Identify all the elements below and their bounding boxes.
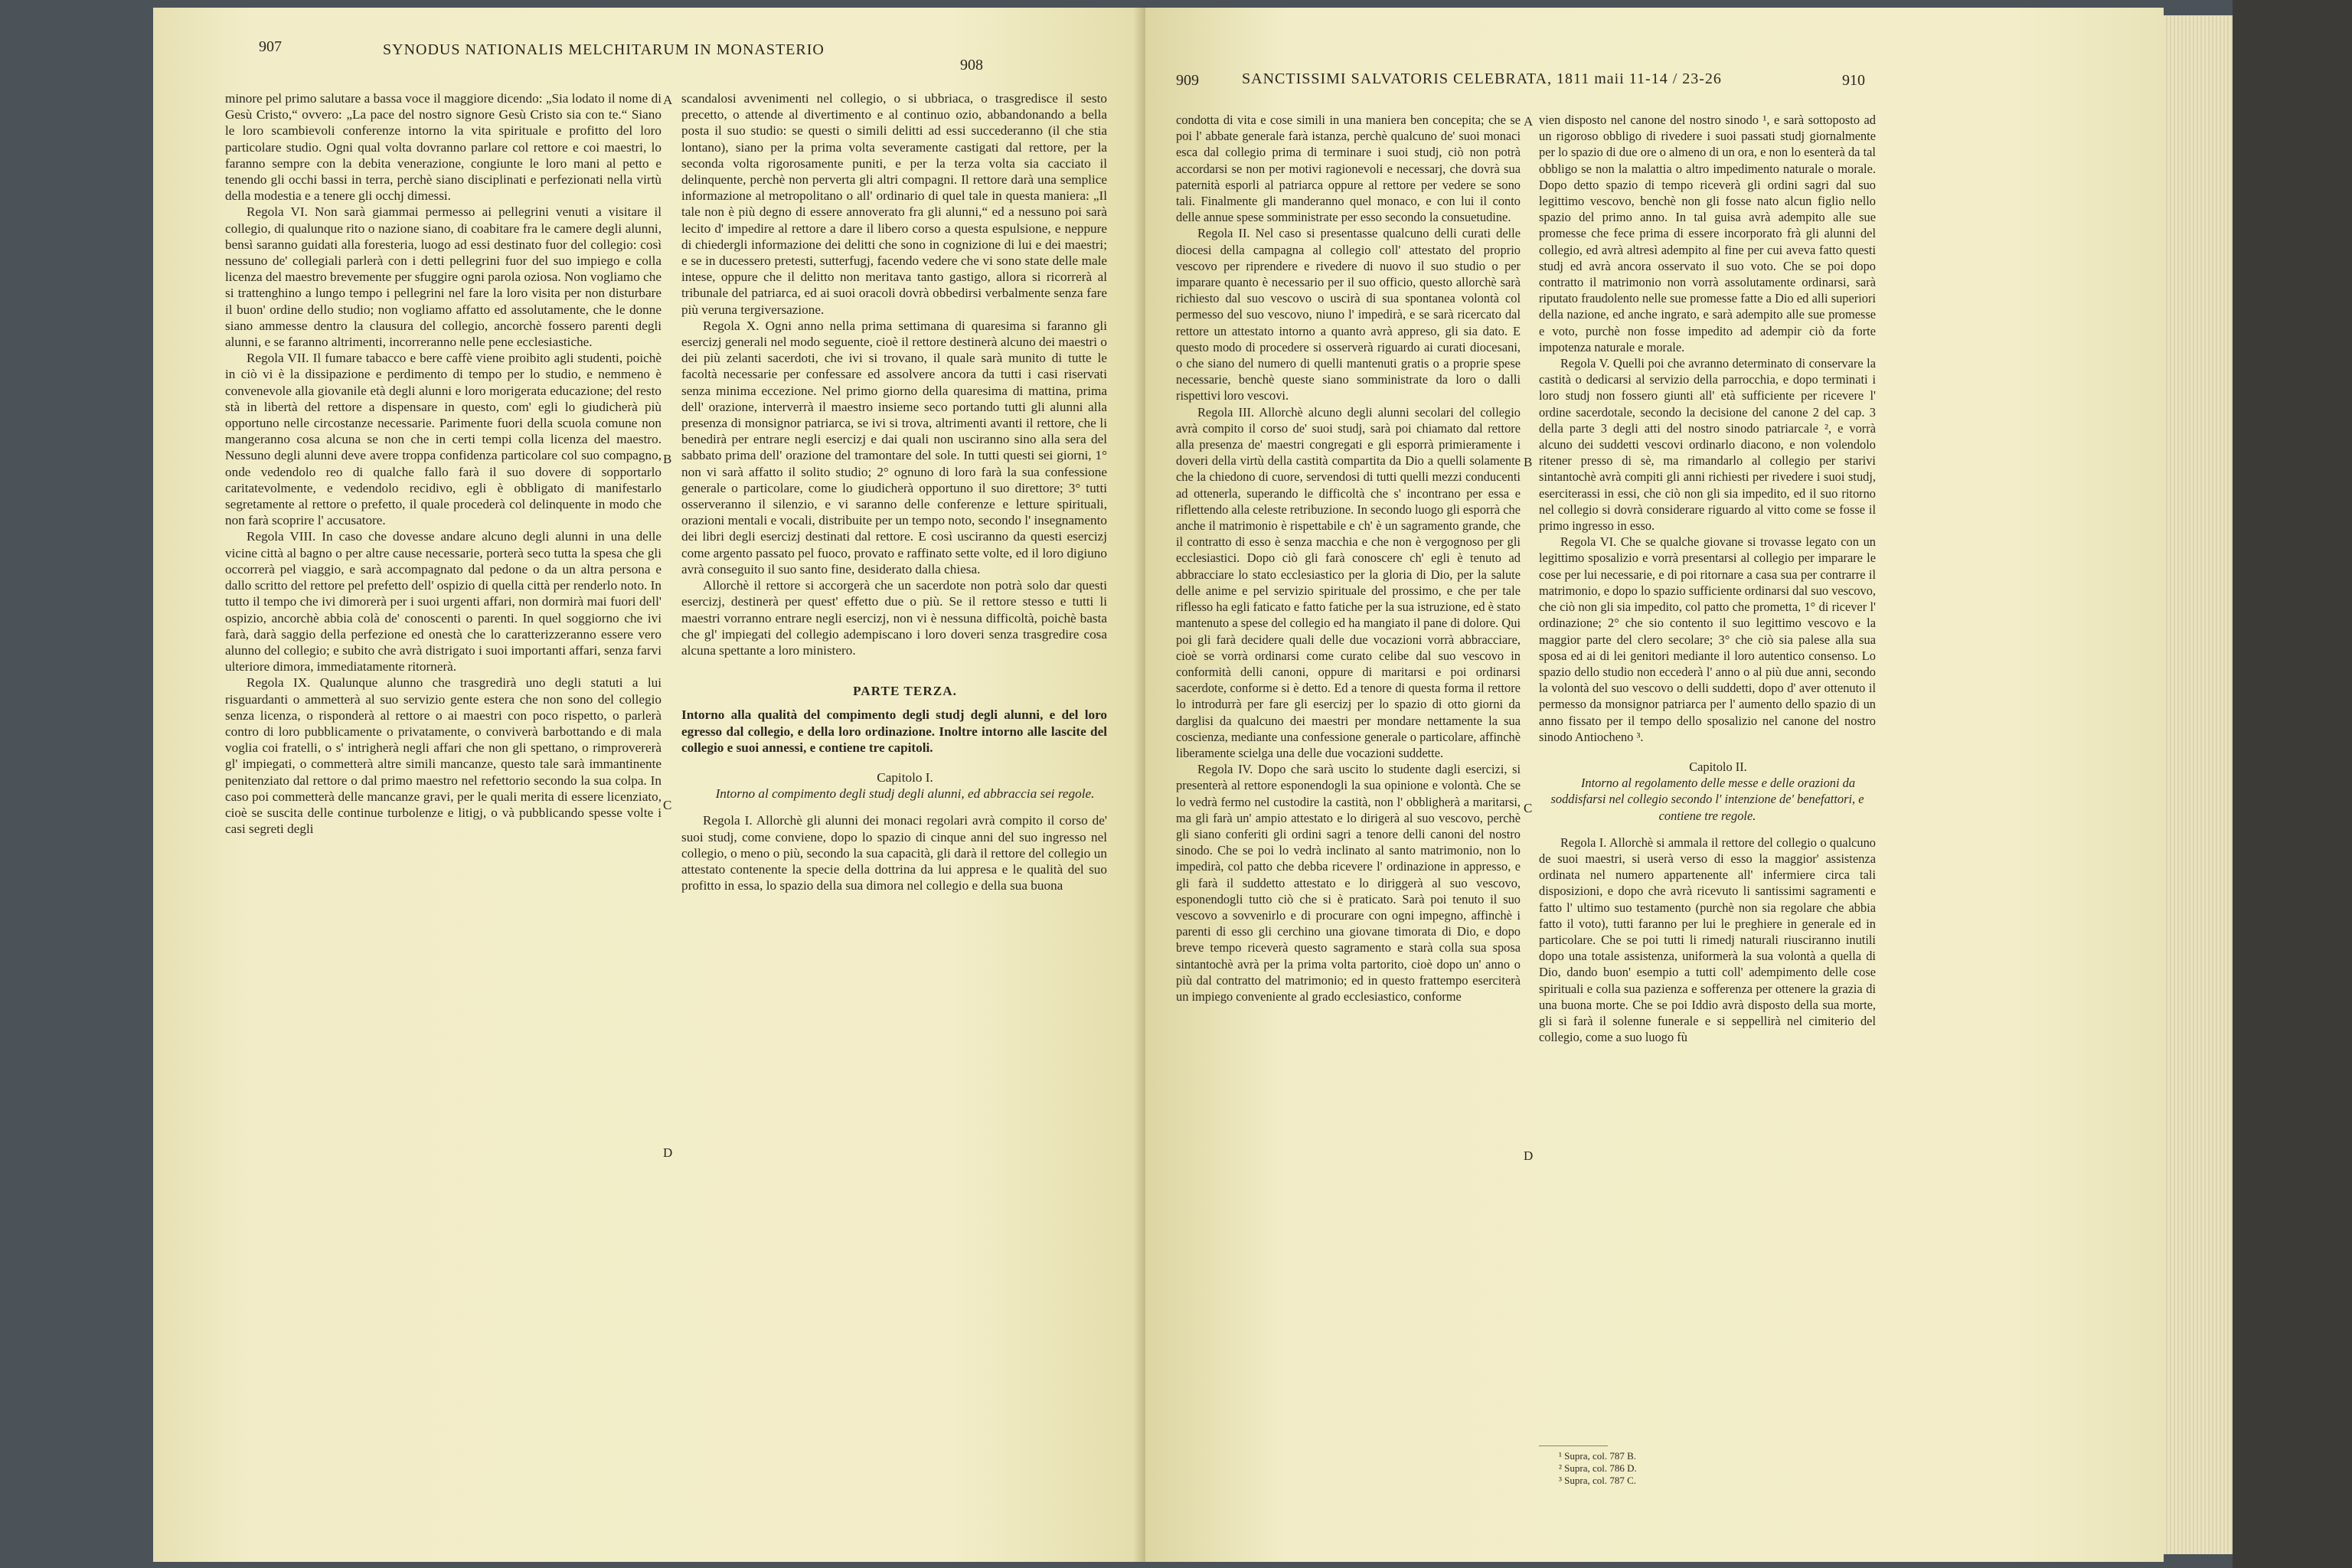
right-column-1	[1176, 112, 1521, 1004]
margin-letter-d: D	[1524, 1148, 1534, 1163]
footnote: ¹ Supra, col. 787 B.	[1559, 1450, 1637, 1462]
paragraph: Regola VI. Non sarà giammai permesso ai pellegrini venuti a visitare il collegio, di qualunque rito o nazione siano, di coabitare fra le camere degli alunni, bensì saranno guidati alla foresteria, luogo ad essi destinato fuor del collegio: così nessuno de' collegiali parlerà con i detti pellegrini fuor del suo impiego e colla licenza del maestro brevemente per sfuggire ogni parola oziosa. Non vogliamo che si trattenghino a lungo tempo i pellegrini nel fare la loro visita per non disturbare il buon' ordine dello studio; non vogliamo affatto ed assolutamente, che le donne siano ammesse dentro la clausura del collegio, ancorchè fossero parenti degli alunni, e se faranno altrimenti, incorreranno nelle pene ecclesiastiche.	[225, 204, 662, 350]
paragraph: minore pel primo salutare a bassa voce il maggiore dicendo: „Sia lodato il nome di Gesù Cristo,“ ovvero: „La pace del nostro signore Gesù Cristo sia con te.“ Siano le loro scambievoli conferenze intorno la vita spirituale e profitto del loro particolare studio. Ogni qual volta dovranno parlare col rettore e coi maestri, lo faranno sempre con la debita venerazione, congiunte le loro mani al petto e tenendo gli occhi bassi in terra, perchè siano disciplinati e perfezionati nella virtù della modestia e a tenere gli occhj dimessi.	[225, 91, 662, 204]
left-page	[153, 8, 1145, 1562]
page-number-908: 908	[960, 57, 983, 74]
part-title: PARTE TERZA.	[853, 684, 957, 699]
chapter-title: Capitolo I.	[877, 769, 933, 785]
paragraph: Regola II. Nel caso si presentasse qualcuno delli curati delle diocesi della campagna al collegio coll' attestato del proprio vescovo per riprendere e rivedere di nuovo il suo studio o per imparare quanto è necessario per il suo officio, questo allorchè sarà richiesto dal suo vescovo o uscirà di sua spontanea volontà col permesso del suo vescovo, niuno l' impedirà, e se sarà ricercato dal rettore un attestato intorno a quanto avrà appreso, gli sia dato. E questo modo di procedere si osserverà riguardo ai curati diocesani, o che siano del numero di quelli mantenuti gratis o a proprie spese necessarie, benchè queste siano somministrate da loro o dalli rispettivi loro vescovi.	[1176, 226, 1521, 403]
paragraph: Regola VII. Il fumare tabacco e bere caffè viene proibito agli studenti, poichè in ciò vi è la dissipazione e perdimento di tempo per lo studio, e nemmeno è convenevole alla giovanile età degli alunni e loro morigerata educazione; del resto stà in libertà del rettore a dispensare in questo, com' egli lo giudicherà più opportuno nelle circostanze necessarie. Parimente fuori della scuola comune non mangeranno cosa alcuna se non che in certi tempi colla licenza del maestro. Nessuno degli alunni deve avere troppa confidenza particolare col suo compagno, onde vedendolo reo di qualche fallo farà il suo dovere di sopportarlo caritatevolmente, e vedendolo recidivo, egli è obbligato di manifestarlo segretamente al rettore o prefetto, il quale procederà col delinquente in modo che non farà scoprire l' accusatore.	[225, 351, 662, 528]
paragraph: Regola I. Allorchè si ammala il rettore del collegio o qualcuno de suoi maestri, si userà verso di esso la maggior' assistenza ordinata nel numero appartenente all' infermiere circa tali disposizioni, e dopo che avrà ricevuto li santissimi sagramenti e fatto l' ultimo suo testamento (purchè non sia regolare che abbia fatto il voto), tutti faranno per lui le preghiere in generale ed in particolare. Che se poi tutti li rimedj naturali riusciranno inutili dopo una totale assistenza, uniformerà la sua volontà a quella di Dio, dando buon' esempio a tutti coll' adempimento delle cose spirituali e colla sua pazienza e sofferenza per ottenere la grazia di una buona morte. Che se poi Iddio avrà disposto della sua morte, gli si farà il solenne funerale e si seppellirà nel cimiterio del collegio, come a suo luogo fù	[1539, 835, 1876, 1045]
book-cover-edge	[2233, 0, 2352, 1568]
paragraph: scandalosi avvenimenti nel collegio, o si ubbriaca, o trasgredisce il sesto precetto, o attende al divertimento e al continuo ozio, abbandonando a bella posta il suo studio: se questi o simili delitti ad essi succederanno (il che stia lontano), siano per la prima volta severamente castigati dal rettore, per la seconda volta rigorosamente puniti, e per la terza volta sia cacciato il delinquente, perchè non perverta gli altri compagni. Il rettore darà una semplice informazione al metropolitano o all' ordinario di quel tale in questa maniera: „Il tale non è più degno di essere annoverato fra gli alunni,“ ed a nessuno poi sarà lecito d' impedire al rettore a dare il libero corso a questa espulsione, e neppure di chiedergli informazione dei delitti che sono in cognizione di lui e dei maestri; e se in ducessero pretesti, sutterfugj, facendo vedere che vi sono state delle male intese, oppure che il delitto non meritava tanto gastigo, allora si ricorrerà al tribunale del patriarca, ed ai suoi oracoli dovrà obbedirsi verbalmente senza fare più veruna tergiversazione.	[681, 91, 1107, 317]
right-column-2	[1539, 112, 1876, 1045]
paragraph: Regola X. Ogni anno nella prima settimana di quaresima si faranno gli esercizj generali nel modo seguente, cioè il rettore destinerà alcuno dei maestri o dei più zelanti sacerdoti, che ivi si trovano, il quale sarà munito di tutte le facoltà necessarie per confessare ed assolvere ancora da tutti i casi riservati senza minima eccezione. Nel primo giorno della quaresima di mattina, prima dell' orazione, interverrà il maestro insieme seco portando tutti gli alunni alla presenza di monsignor patriarca, se ivi si trova, altrimenti avanti il rettore, che li benedirà per entrare negli esercizj e dai quali non usciranno sino alla sera del sabbato prima dell' orazione del tramontare del sole. In tutti questi sei giorni, 1° non vi sarà affatto il solito studio; 2° ognuno di loro farà la sua confessione generale o particolare, come lo giudicherà opportuno il suo direttore; 3° tutti osserveranno il silenzio, e vi saranno delle conferenze e letture spirituali, orazioni mentali e vocali, distribuite per un tempo noto, secondo l' insegnamento dei libri degli esercizj destinati dal rettore. E così usciranno da questi esercizj come argento passato pel fuoco, provato e raffinato sette volte, ed il loro digiuno avrà conseguito il suo santo fine, desiderato dalla chiesa.	[681, 318, 1107, 577]
paragraph: Regola III. Allorchè alcuno degli alunni secolari del collegio avrà compito il corso de' suoi studj, sarà poi chiamato dal rettore alla presenza de' maestri congregati e gli esporrà primieramente i doveri della virtù della castità compartita da Dio a quelli solamente che la chiedono di cuore, servendosi di tutti quelli mezzi conducenti ad ottenerla, superando le difficoltà che s' incontrano per essa e riflettendo alla celeste retribuzione. In secondo luogo gli esporrà che anche il matrimonio è rispettabile e ch' è un sagramento grande, che il contratto di esso è senza macchia e che non è vergognoso per gli ecclesiastici. Dopo ciò gli farà conoscere ch' egli è tenuto ad abbracciare lo stato ecclesiastico per la gloria di Dio, per la salute delle anime e pel servizio spirituale del prossimo, e che per tale riflesso ha egli faticato e fatto fatiche per la sua istruzione, ed è stato mantenuto a spese del collegio ed ha mangiato il pane di dolore. Qui poi gli farà decidere quali delle due vocazioni vorrà abbracciare, cioè se vorrà ordinarsi come curato celibe dal suo vescovo in conformità delli canoni, oppure di maritarsi e poi ordinarsi sacerdote, conforme si è detto. Ed a tenore di questa forma il rettore lo introdurrà per fare gli esercizj per lo spazio di otto giorni da darglisi da qualcuno dei maestri per mondare nettamente la sua coscienza, mediante una confessione generale o particolare, affinchè liberamente scielga una delle due vocazioni suddette.	[1176, 404, 1521, 760]
running-head-right: SANCTISSIMI SALVATORIS CELEBRATA, 1811 maii 11-14 / 23-26	[1242, 70, 1722, 87]
paragraph: Regola I. Allorchè gli alunni dei monaci regolari avrà compito il corso de' suoi studj, come conviene, dopo lo spazio di cinque anni del suo ingresso nel collegio, o meno o più, secondo la sua capacità, gli darà il rettore del collegio un attestato contenente la specie della dottrina da lui appresa e le qualità del suo profitto in essa, lo spazio della sua dimora nel collegio e della sua buona	[681, 813, 1107, 893]
right-page	[1145, 8, 2164, 1562]
paragraph: vien disposto nel canone del nostro sinodo ¹, e sarà sottoposto ad un rigoroso obbligo di rivedere i suoi passati studj giornalmente per lo spazio di due ore o almeno di un ora, e non lo esenterà da tal obbligo se non la malattia o altro impedimento naturale o morale. Dopo detto spazio di tempo riceverà gli ordini sagri dal suo legittimo vescovo, benchè non gli fosse nato alcun figlio nello spazio del primo anno. In tal guisa avrà adempito alle sue promesse che fece prima di essere incorporato frà gli alunni del collegio, ed avrà altresì adempito al fine per cui aveva fatto questi studj ed avrà ancora osservato il suo voto. Che se poi dopo contratto il matrimonio non vorrà assolutamente ordinarsi, sarà riputato fraudolento nelle sue promesse fatte a Dio ed alli superiori della nazione, ed anche ingrato, e sarà adempito alle sue promesse e voto, purchè non fosse impedito ad adempir ciò da forte impotenza naturale e morale.	[1539, 113, 1876, 354]
left-column-2	[681, 90, 1107, 893]
margin-letter-c: C	[663, 798, 672, 812]
margin-letter-a: A	[663, 93, 673, 107]
margin-letter-b: B	[663, 452, 672, 466]
paragraph: Regola VIII. In caso che dovesse andare alcuno degli alunni in una delle vicine città al bagno o per altre cause necessarie, porterà seco tutta la spesa che gli occorrerà pel viaggio, e sarà accompagnato dal pedone o da un altra persona e dallo scritto del rettore pel prefetto dell' ospizio di quella città per renderlo noto. In tutto il tempo che ivi dimorerà per i suoi urgenti affari, non dormirà mai fuori dell' ospizio, ancorchè abbia colà de' conoscenti o parenti. In quel soggiorno che ivi farà, darà saggio della perfezione ed onestà che lo caratterizzeranno essere vero alunno del collegio; e subito che avrà distrigato i suoi importanti affari, senza farvi ulteriore dimora, immediatamente ritornerà.	[225, 529, 662, 675]
footnote: ³ Supra, col. 787 C.	[1559, 1475, 1637, 1486]
footnotes	[1559, 1450, 1637, 1487]
paragraph: Regola V. Quelli poi che avranno determinato di conservare la castità o dedicarsi al servizio della parrocchia, e dopo terminati i loro studj non fossero giunti all' età sufficiente per ricevere l' ordine sacerdotale, secondo la decisione del canone 2 del cap. 3 della parte 3 degli atti del nostro sinodo patriarcale ², e vorrà alcuno dei suddetti vescovi ordinarlo diacono, e non volendolo ritener presso di sè, ma rimandarlo al collegio per starivi sintantochè avrà compiti gli anni richiesti per rivedere i suoi studj, eserciterassi in essi, che ciò non gli sia impedito, ed il suo ritorno nel collegio si dovrà considerare riguardo al vitto come se fosse il primo ingresso in esso.	[1539, 356, 1876, 534]
paragraph: Regola IX. Qualunque alunno che trasgredirà uno degli statuti a lui risguardanti o ammetterà al suo servizio gente estera che non sono del collegio senza licenza, o risponderà al rettore o ai maestri con poco rispetto, o parlerà contro di loro pubblicamente o privatamente, o conviverà barbottando e di mala voglia coi fratelli, o s' intrigherà negli affari che non gli spettano, o rimprovererà gl' impiegati, o commetterà altre simili mancanze, questo tale sarà immantinente penitenziato dal rettore o dal primo maestro nel refettorio secondo la sua colpa. In caso poi commetterà delle mancanze gravi, per le quali merita di essere licenziato, cioè se suscita delle continue turbolenze e litigj, o và pubblicando spesse volte i casi segreti degli	[225, 675, 662, 837]
page-number-909: 909	[1176, 72, 1199, 89]
chapter-title: Capitolo II.	[1689, 759, 1747, 774]
margin-letter-c: C	[1524, 801, 1533, 815]
page-number-907: 907	[259, 38, 282, 55]
page-edges	[2164, 15, 2233, 1554]
chapter-subtitle: Intorno al compimento degli studj degli alunni, ed abbraccia sei regole.	[715, 786, 1095, 802]
left-column-1	[225, 90, 662, 837]
margin-letter-d: D	[663, 1145, 673, 1160]
paragraph: Regola VI. Che se qualche giovane si trovasse legato con un legittimo sposalizio e vorrà presentarsi al collegio per imparare le cose per lui necessarie, e di poi ritornare a casa sua per contrarre il matrimonio, e dopo lo spazio sufficiente ordinarsi dal suo vescovo, che ciò non gli sia impedito, col patto che prometta, 1° di ricever l' ordinazione; 2° che sio contento il suo legittimo vescovo e la maggior parte del clero secolare; 3° che ciò sia palese alla sua sposa ed ai di lei genitori mediante il loro autentico consenso. Lo spazio dello studio non eccederà l' anno o al più due anni, secondo la volontà del suo vescovo o delli suddetti, dopo d' aver ottenuto il permesso da monsignor patriarca per l' aumento dello spazio di un anno fissato per il tempo dello sposalizio nel canone del nostro sinodo Antiocheno ³.	[1539, 534, 1876, 744]
chapter-subtitle: Intorno al regolamento delle messe e delle orazioni da soddisfarsi nel collegio secondo l' intenzione de' benefattori, e contiene tre regole.	[1550, 776, 1864, 823]
paragraph: Allorchè il rettore si accorgerà che un sacerdote non potrà solo dar questi esercizj, destinerà per quest' effetto due o più. Se il rettore stesso e tutti li maestri vorranno entrare negli esercizj, non vi è nessuna difficoltà, poichè basta che gl' impiegati del collegio adempiscano i loro doveri senza trasgredire cosa alcuna spettante a loro ministero.	[681, 578, 1107, 658]
running-head-left: SYNODUS NATIONALIS MELCHITARUM IN MONASTERIO	[383, 41, 825, 58]
footnote: ² Supra, col. 786 D.	[1559, 1462, 1637, 1474]
margin-letter-a: A	[1524, 114, 1534, 129]
margin-letter-b: B	[1524, 455, 1533, 469]
paragraph: condotta di vita e cose simili in una maniera ben concepita; che se poi l' abbate generale farà istanza, perchè qualcuno de' suoi monaci esca dal collegio prima di terminare i suoi studj, ciò non potrà accordarsi se non per motivi ragionevoli e necessarj, che dovrà sua paternità esporli al patriarca oppure al rettore per vedere se sono tali. Finalmente gli manderanno quel monaco, e con lui il conto delle annue spese somministrate per esso secondo la consuetudine.	[1176, 113, 1521, 225]
part-subtitle: Intorno alla qualità del compimento degli studj degli alunni, e del loro egresso dal collegio, e della loro ordinazione. Inoltre intorno alle lascite del collegio e suoi annessi, e contiene tre capitoli.	[681, 707, 1107, 755]
page-number-910: 910	[1842, 72, 1865, 89]
paragraph: Regola IV. Dopo che sarà uscito lo studente dagli esercizi, si presenterà al rettore esponendogli la sua opinione e volontà. Che se lo vedrà fermo nel custodire la castità, non l' obbligherà a maritarsi, ma gli farà un' ampio attestato e lo dirigerà al suo vescovo, perchè gli siano conferiti gli ordini sagri a tenore delli canoni del nostro sinodo. Che se poi lo vedrà inclinato al santo matrimonio, non lo impedirà, col patto che debba ricevere l' ordinazione in appresso, e gli farà il suddetto attestato e lo diriggerà al suo vescovo, esponendogli tutto ciò che si è praticato. Sarà poi tenuto il suo vescovo a sovvenirlo e di procurare con ogni impegno, affinchè i parenti di esso gli cerchino una giovane timorata di Dio, e dopo breve tempo riceverà questo sagramento e starà colla sua sposa sintantochè avrà per la prima volta partorito, cioè dopo un' anno o più dal contratto del matrimonio; ed in questo frattempo eserciterà un impiego conveniente al grado ecclesiastico, conforme	[1176, 762, 1521, 1004]
